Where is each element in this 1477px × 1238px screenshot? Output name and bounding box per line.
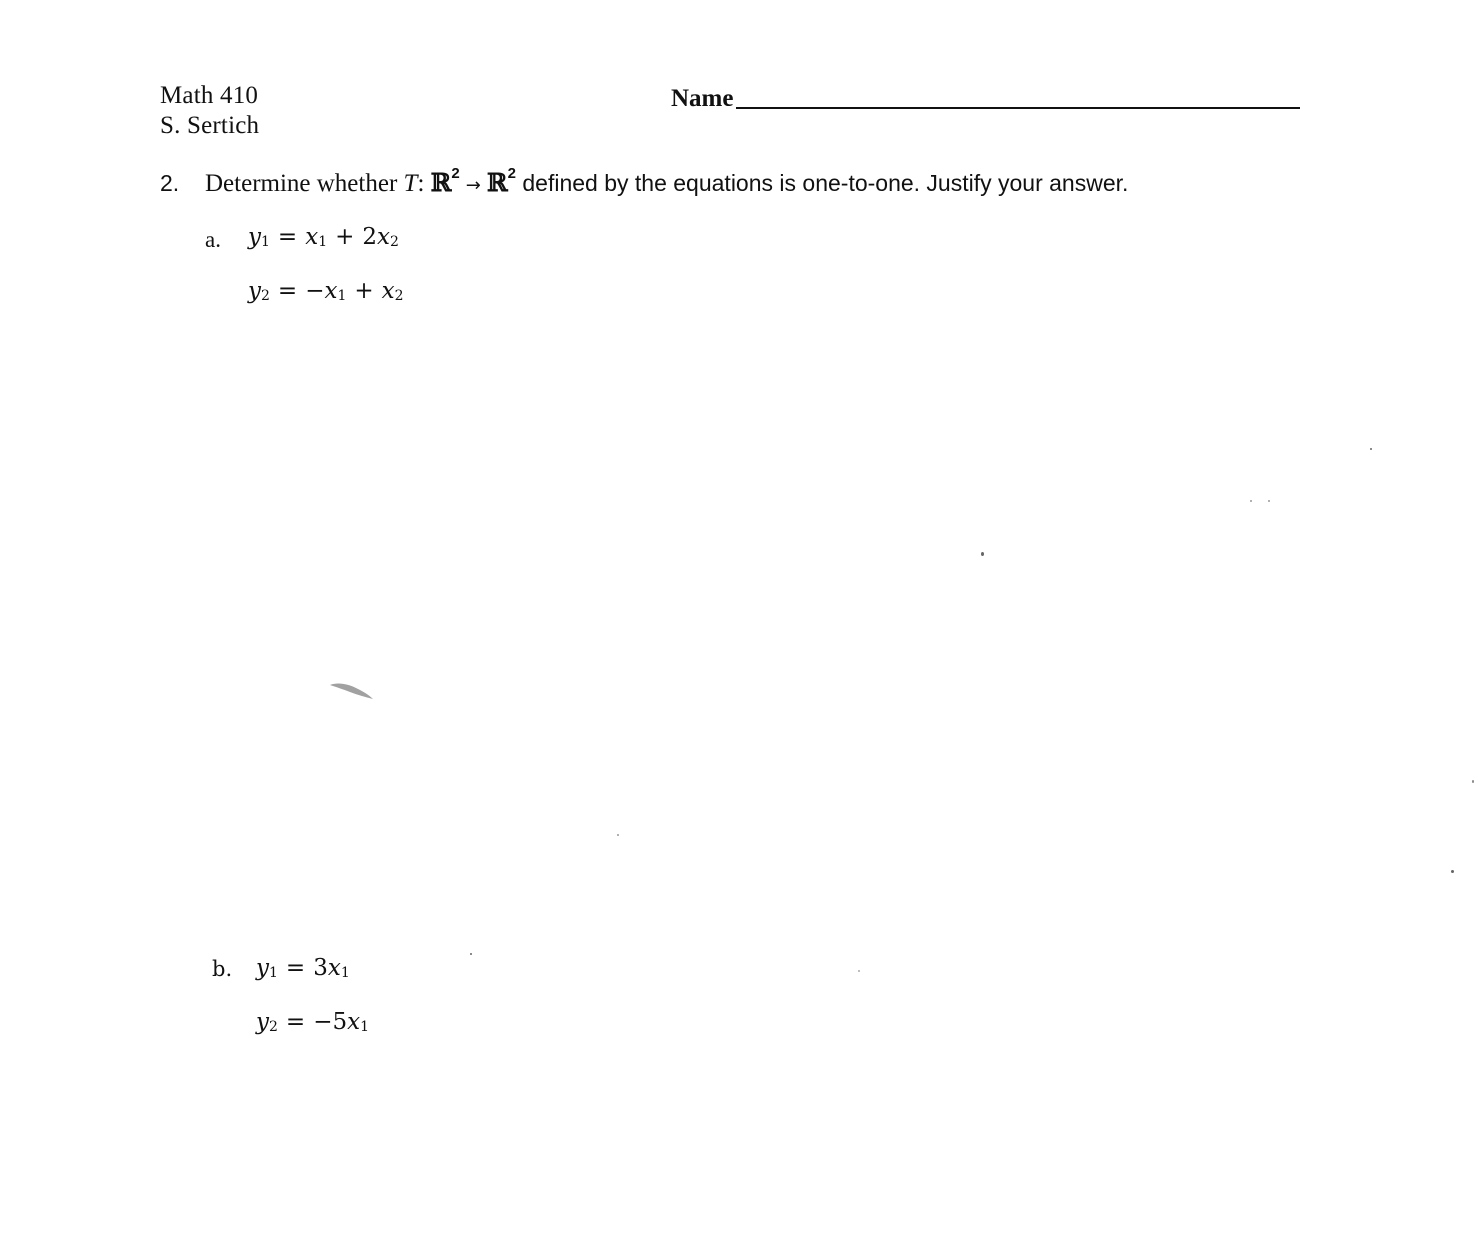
equals-sign: =	[285, 1009, 306, 1035]
subscript: 1	[269, 965, 278, 981]
scan-speck	[1268, 500, 1270, 502]
scan-speck	[981, 552, 984, 556]
minus-sign: −	[305, 278, 325, 304]
part-b-equation-2	[256, 1009, 369, 1035]
part-b-label: b.	[212, 957, 233, 981]
subscript: 2	[261, 288, 270, 304]
coefficient: −5	[313, 1009, 348, 1035]
subscript: 2	[390, 234, 399, 250]
name-blank-line[interactable]	[736, 107, 1300, 109]
scan-speck	[470, 953, 472, 955]
var-y: y	[248, 224, 261, 250]
scan-speck	[1370, 448, 1372, 450]
subscript: 2	[394, 288, 404, 304]
scan-speck	[858, 970, 860, 972]
subscript: 1	[337, 288, 347, 304]
equals-sign: =	[277, 224, 298, 250]
subscript: 1	[261, 234, 270, 250]
scan-speck	[1472, 780, 1474, 783]
var-x: x	[381, 278, 395, 304]
problem-statement	[160, 165, 1129, 198]
equals-sign: =	[285, 955, 306, 981]
var-x: x	[347, 1009, 361, 1035]
subscript: 1	[318, 234, 328, 250]
problem-number: 2.	[160, 170, 180, 196]
var-y: y	[248, 278, 261, 304]
var-y: y	[256, 955, 269, 981]
scan-smudge	[330, 680, 374, 700]
plus-sign: +	[354, 278, 374, 304]
codomain-symbol: ℝ	[486, 168, 508, 197]
colon: :	[417, 170, 425, 197]
part-a-equation-1	[248, 224, 399, 250]
var-y: y	[256, 1009, 269, 1035]
domain-exponent: 2	[451, 165, 460, 182]
subscript: 1	[360, 1019, 370, 1035]
map-symbol: T	[403, 170, 418, 197]
var-x: x	[327, 955, 341, 981]
scan-speck	[1250, 500, 1252, 502]
subscript: 1	[340, 965, 350, 981]
coefficient: 3	[313, 955, 328, 981]
name-label: Name	[671, 85, 734, 112]
problem-text-rest: defined by the equations is one-to-one. Justify your answer.	[515, 170, 1129, 196]
scan-speck	[1451, 870, 1454, 873]
var-x: x	[305, 224, 319, 250]
codomain-exponent: 2	[507, 165, 516, 182]
arrow-symbol: →	[465, 175, 481, 196]
var-x: x	[324, 278, 338, 304]
part-b-equation-1	[256, 955, 350, 981]
course-title: Math 410	[160, 82, 259, 109]
equals-sign: =	[277, 278, 298, 304]
coefficient: 2	[362, 224, 378, 250]
subscript: 2	[269, 1019, 278, 1035]
scan-speck	[617, 834, 619, 836]
plus-sign: +	[335, 224, 355, 250]
part-a-equation-2	[248, 278, 404, 304]
instructor-name: S. Sertich	[160, 112, 260, 139]
var-x: x	[377, 224, 391, 250]
domain-symbol: ℝ	[430, 168, 452, 197]
part-a-label: a.	[205, 227, 221, 252]
problem-text-lead: Determine whether	[205, 170, 404, 197]
